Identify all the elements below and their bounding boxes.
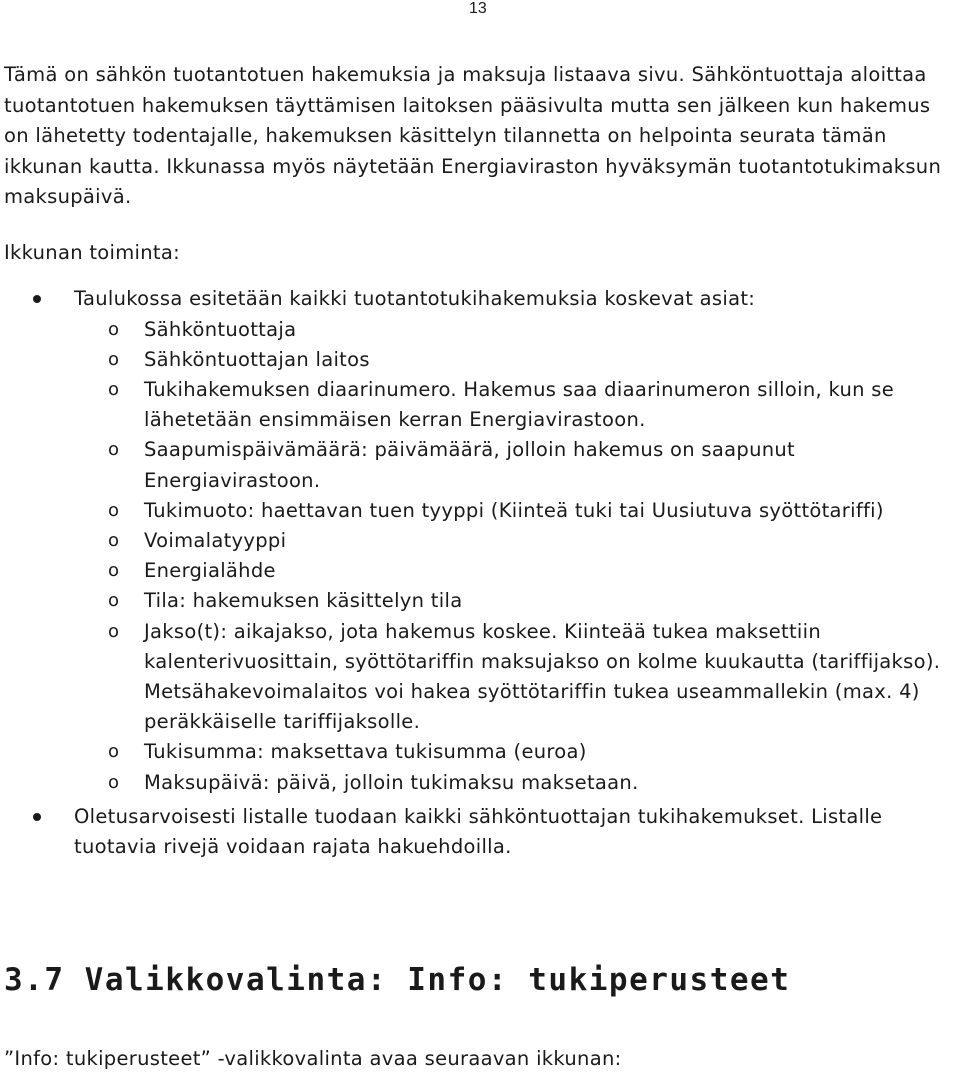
sub-item-record-number: [72, 375, 955, 435]
page-number: 13: [469, 0, 487, 17]
sub-item-plant: [72, 345, 955, 375]
sub-item-text: Jakso(t): aikajakso, jota hakemus koskee. Kiinteää tukea maksettiin kalenterivuosittain, syöttötariffin maksujakso on kolme kuukautta (tariffijakso). Metsähakevoimalaitos voi hakea syöttötariffin tukea useammallekin (max. 4) peräkkäiselle tariffijaksolle.: [144, 619, 941, 734]
section-label: Ikkunan toiminta:: [4, 241, 180, 264]
circle-bullet-icon: o: [108, 499, 120, 521]
sub-item-payment-date: [72, 768, 955, 798]
circle-bullet-icon: o: [108, 741, 120, 763]
circle-bullet-icon: o: [108, 348, 120, 370]
sub-item-text: Tukisumma: maksettava tukisumma (euroa): [144, 740, 587, 764]
sub-item-plant-type: [72, 526, 955, 556]
sub-item-energy-source: [72, 556, 955, 586]
bullet-text: Taulukossa esitetään kaikki tuotantotukihakemuksia koskevat asiat:: [74, 287, 756, 310]
bullet-item-default-list: [0, 802, 955, 863]
circle-bullet-icon: o: [108, 771, 120, 793]
sub-item-producer: [72, 315, 955, 345]
bullet-text: Oletusarvoisesti listalle tuodaan kaikki sähköntuottajan tukihakemukset. Listalle tuotavia rivejä voidaan rajata hakuehdoilla.: [74, 804, 883, 859]
sub-item-text: Sähköntuottaja: [144, 317, 297, 341]
circle-bullet-icon: o: [108, 560, 120, 582]
sub-item-arrival-date: [72, 435, 955, 495]
circle-bullet-icon: o: [108, 590, 120, 612]
sub-item-text: Energialähde: [144, 559, 276, 583]
bullet-dot-icon: [33, 295, 41, 303]
sub-item-text: Sähköntuottajan laitos: [144, 347, 370, 371]
bullet-item-table-contents: [0, 284, 955, 798]
intro-text: Tämä on sähkön tuotantotuen hakemuksia ja maksuja listaava sivu. Sähköntuottaja aloittaa tuotantotuen hakemuksen täyttämisen laitoksen pääsivulta mutta sen jälkeen kun hakemus on lähetetty todentajalle, hakemuksen käsittelyn tilannetta on helpointa seurata tämän ikkunan kautta. Ikkunassa myös näytetään Energiaviraston hyväksymän tuotantotukimaksun maksupäivä.: [4, 63, 942, 208]
sub-item-text: Saapumispäivämäärä: päivämäärä, jolloin hakemus on saapunut Energiavirastoon.: [144, 438, 795, 492]
sub-item-periods: [72, 617, 955, 738]
circle-bullet-icon: o: [108, 620, 120, 642]
circle-bullet-icon: o: [108, 529, 120, 551]
sub-item-text: Maksupäivä: päivä, jolloin tukimaksu maksetaan.: [144, 770, 639, 794]
sub-item-text: Tila: hakemuksen käsittelyn tila: [144, 589, 463, 613]
circle-bullet-icon: o: [108, 378, 120, 400]
bullet-dot-icon: [33, 813, 41, 821]
section-heading: 3.7 Valikkovalinta: Info: tukiperusteet: [4, 962, 791, 998]
sub-list: [74, 315, 955, 798]
sub-item-text: Voimalatyyppi: [144, 528, 287, 552]
sub-item-text: Tukimuoto: haettavan tuen tyyppi (Kiinteä tuki tai Uusiutuva syöttötariffi): [144, 498, 884, 522]
sub-item-text: Tukihakemuksen diaarinumero. Hakemus saa diaarinumeron silloin, kun se lähetetään ensimmäisen kerran Energiavirastoon.: [144, 377, 895, 432]
circle-bullet-icon: o: [108, 439, 120, 461]
menu-description: ”Info: tukiperusteet” -valikkovalinta avaa seuraavan ikkunan:: [4, 1047, 622, 1070]
sub-item-status: [72, 586, 955, 616]
circle-bullet-icon: o: [108, 318, 120, 340]
sub-item-amount: [72, 737, 955, 767]
bullet-list: [0, 284, 955, 863]
sub-item-support-type: [72, 496, 955, 526]
intro-paragraph: [4, 60, 954, 213]
